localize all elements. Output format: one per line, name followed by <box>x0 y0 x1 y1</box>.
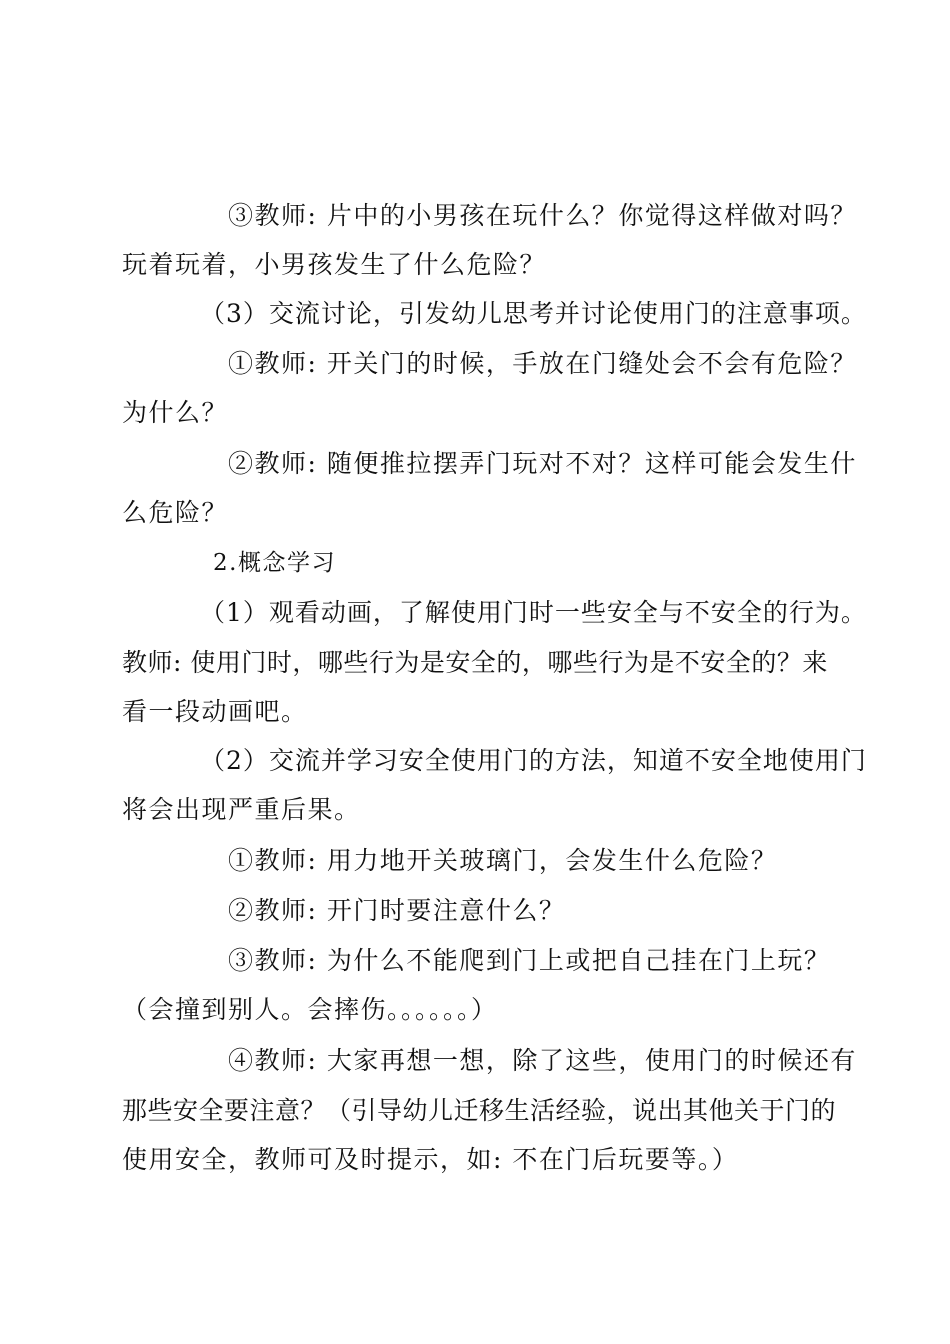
paragraph-line: 玩着玩着，小男孩发生了什么危险？ <box>122 250 547 279</box>
paragraph-line: ③教师: 为什么不能爬到门上或把自己挂在门上玩？ <box>228 946 831 975</box>
paragraph-line: 教师: 使用门时，哪些行为是安全的，哪些行为是不安全的？来 <box>122 648 828 677</box>
paragraph-line: ③教师: 片中的小男孩在玩什么？你觉得这样做对吗？ <box>228 201 857 230</box>
paragraph-line: 么危险？ <box>122 498 229 527</box>
paragraph-line: （会撞到别人。会摔伤。。。。。。） <box>122 995 498 1024</box>
paragraph-line: ④教师: 大家再想一想，除了这些，使用门的时候还有 <box>228 1046 857 1075</box>
paragraph-line: ①教师: 用力地开关玻璃门，会发生什么危险？ <box>228 846 778 875</box>
paragraph-line: （1）观看动画，了解使用门时一些安全与不安全的行为。 <box>200 598 867 627</box>
paragraph-line: ②教师: 开门时要注意什么？ <box>228 896 566 925</box>
paragraph-line: （2）交流并学习安全使用门的方法，知道不安全地使用门 <box>200 746 867 775</box>
paragraph-line: 为什么？ <box>122 398 229 427</box>
paragraph-line: 使用安全，教师可及时提示，如: 不在门后玩要等。） <box>122 1145 739 1174</box>
section-heading: 2.概念学习 <box>213 550 336 576</box>
paragraph-line: ①教师: 开关门的时候，手放在门缝处会不会有危险？ <box>228 349 857 378</box>
paragraph-line: 看一段动画吧。 <box>122 697 308 726</box>
paragraph-line: ②教师: 随便推拉摆弄门玩对不对？这样可能会发生什 <box>228 449 857 478</box>
paragraph-line: 将会出现严重后果。 <box>122 795 361 824</box>
paragraph-line: （3）交流讨论，引发幼儿思考并讨论使用门的注意事项。 <box>200 299 867 328</box>
paragraph-line: 那些安全要注意？（引导幼儿迁移生活经验，说出其他关于门的 <box>122 1096 837 1125</box>
